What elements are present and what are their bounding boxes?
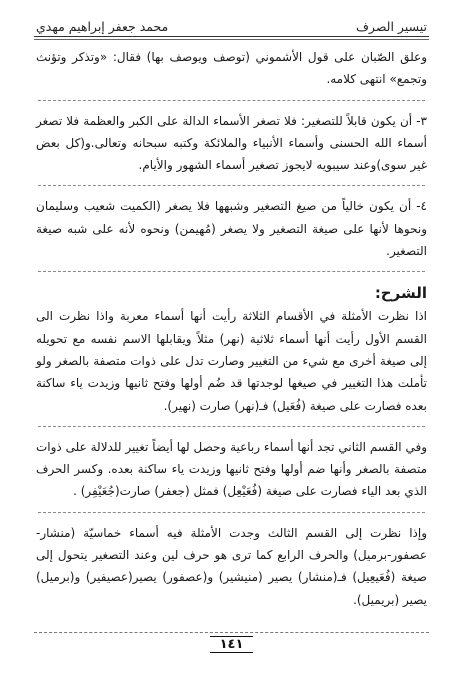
paragraph-explanation-1: اذا نظرت الأمثلة في الأقسام الثلاثة رأيت أنها أسماء معربة واذا نظرت الى القسم الأول رأيت أنها أسماء ثلاثية (نهر) مثلاً ويقابلها الاسم نفسه مع تحويله إلى صيغة أخرى مع شيء من التغيير وصارت تدل على ذوات متصفة بالصغر ولو تأملت هذا التغيير في صيغها لوجدتها قد ضُم أولها وفتح ثانيها وزيدت ياء ساكنة بعده فصارت على صيغة (فُعَيل) فـ(نهر) صارت (نهير). <box>36 309 427 413</box>
page-body <box>36 46 427 611</box>
separator <box>38 512 425 513</box>
separator <box>38 100 425 101</box>
paragraph-explanation-3: وإذا نظرت إلى القسم الثالث وجدت الأمثلة فيه أسماء خماسيّة (منشار- عصفور-برميل) والحرف الرابع كما ترى هو حرف لين وعند التصغير يتحول إلى صيغة (فُعَيعِيل) فـ(منشار) يصير (منيشير) و(عصفور) يصير(عصيفير) و(برميل) يصير (بريميل). <box>36 525 427 607</box>
paragraph-condition-3: ٣- أن يكون قابلاً للتصغير: فلا تصغر الأسماء الدالة على الكبر والعظمة فلا تصغر أسماء الله الحسنى وأسماء الأنبياء والملائكة وكتبه سبحانه وتعالى.و(كل بعض غير سوى)وعند سيبويه لايجوز تصغير أسماء الشهور والأيام. <box>36 113 427 173</box>
running-header <box>36 8 427 34</box>
page-number-area <box>0 636 463 653</box>
header-rule <box>34 36 429 37</box>
page-number: ١٤١ <box>210 636 254 653</box>
separator <box>38 185 425 186</box>
header-rule-thin <box>34 39 429 40</box>
footer-rule <box>34 632 429 633</box>
header-author: محمد جعفر إبراهيم مهدي <box>36 19 169 34</box>
paragraph-explanation-2: وفي القسم الثاني تجد أنها أسماء رباعية وحصل لها أيضاً تغيير للدلالة على ذوات متصفة بالصغر وأنها ضم أولها وفتح ثانيها وزيدت ياء ساكنة بعده. وكسر الحرف الذي بعد الياء فصارت على صيغة (فُعَيْعِل) فمثل (جعفر) صارت(جُعَيْفِر) . <box>36 439 427 499</box>
header-book-title: تيسير الصرف <box>355 19 427 34</box>
paragraph-condition-4: ٤- أن يكون خالياً من صيغ التصغير وشبهها فلا يصغر (الكميت شعيب وسليمان ونحوها لأنها على صيغة التصغير ولا يصغر (مُهيمن) ونحوه لأنه على شبه صيغة التصغير. <box>36 199 427 259</box>
paragraph-sabban-quote: وعلق الصّبان على قول الأشموني (توصف ويوصف بها) فقال: «وتذكر وتؤنث وتجمع» انتهى كلامه. <box>36 50 427 87</box>
separator <box>38 426 425 427</box>
separator <box>38 271 425 272</box>
section-heading-explanation: الشرح: <box>374 284 427 303</box>
